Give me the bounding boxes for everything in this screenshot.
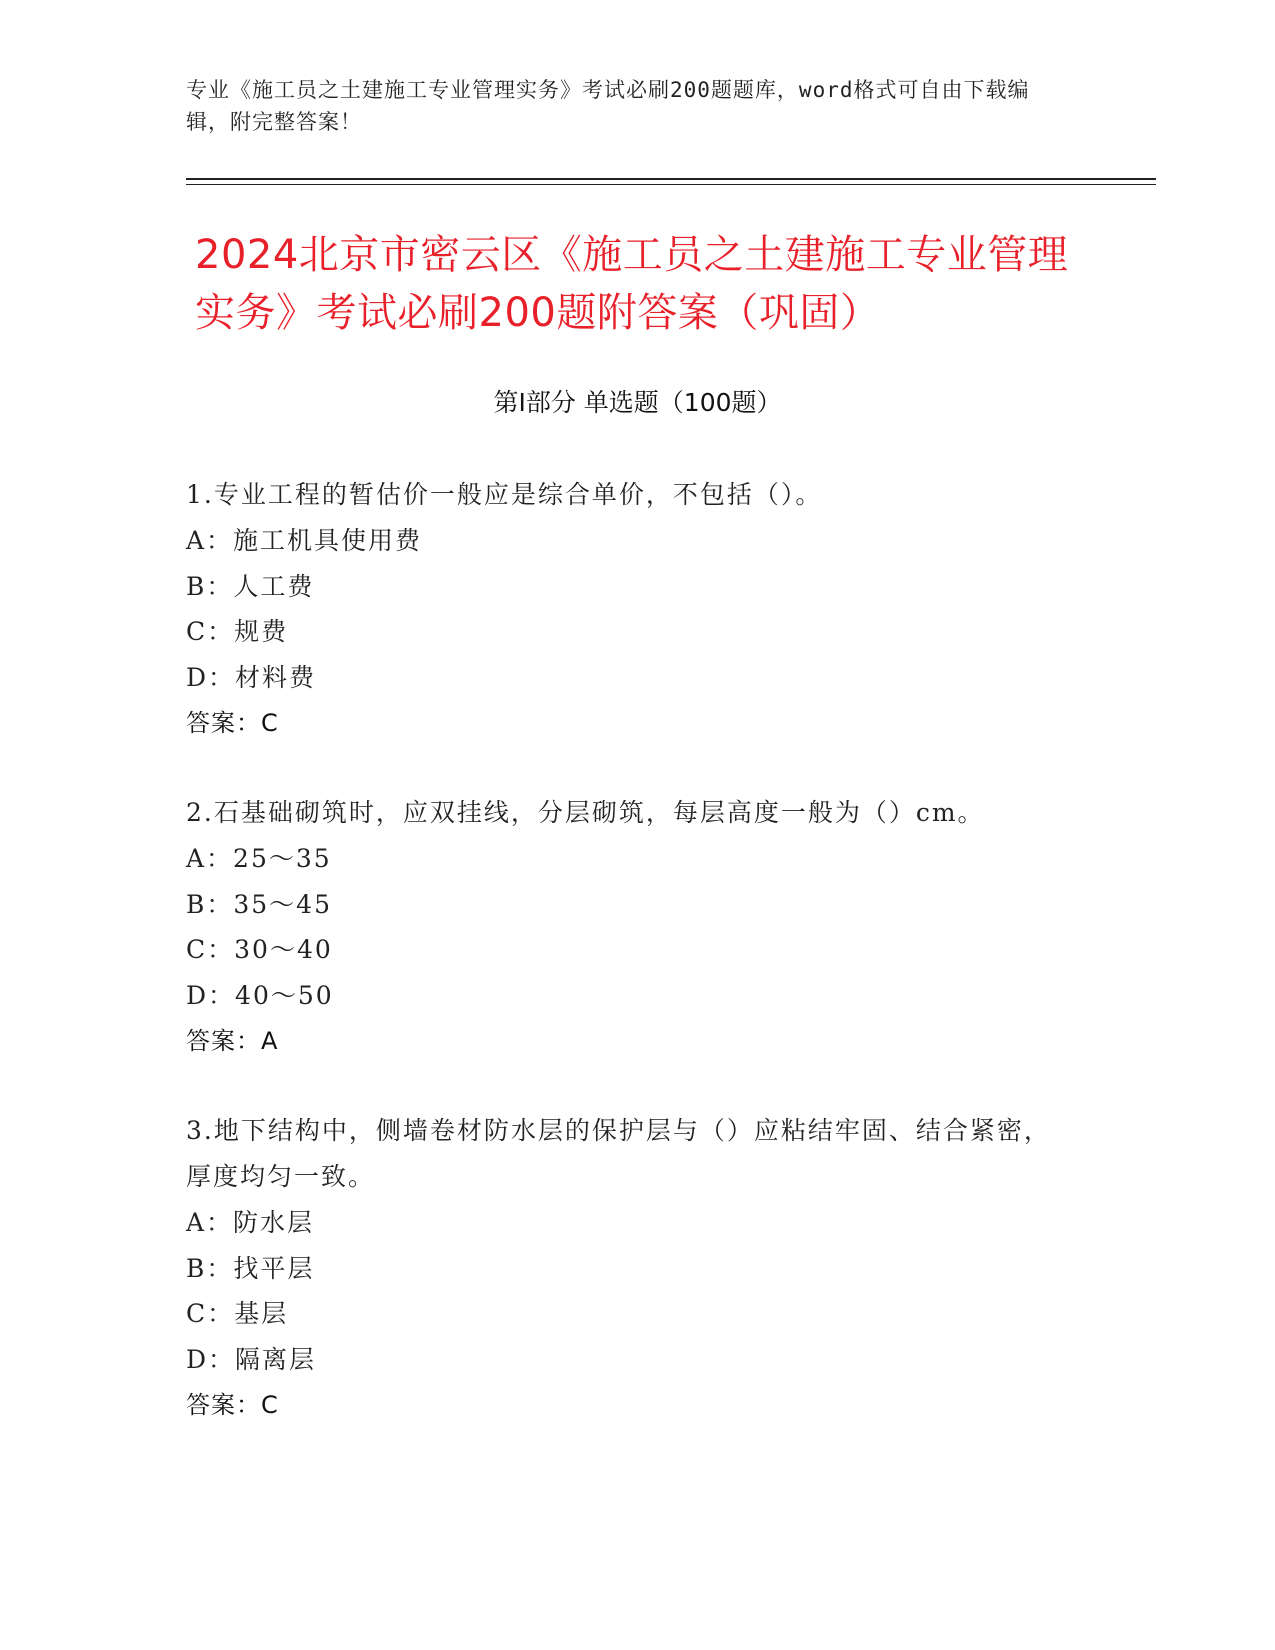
option-d: D：材料费 xyxy=(186,662,317,692)
question-stem: 3.地下结构中，侧墙卷材防水层的保护层与（）应粘结牢固、结合紧密，厚度均匀一致。 xyxy=(186,1116,1051,1191)
header-note: 专业《施工员之土建施工专业管理实务》考试必刷200题题库，word格式可自由下载编辑，附完整答案！ xyxy=(186,78,1030,134)
option-a: A：25～35 xyxy=(186,844,332,873)
option-c: C：30～40 xyxy=(186,935,333,964)
question-stem: 2.石基础砌筑时，应双挂线，分层砌筑，每层高度一般为（）cm。 xyxy=(186,798,985,827)
answer: 答案：C xyxy=(186,709,279,737)
option-a: A：防水层 xyxy=(186,1208,315,1237)
option-b: B：找平层 xyxy=(186,1253,315,1283)
option-d: D：40～50 xyxy=(186,980,334,1010)
answer: 答案：A xyxy=(186,1027,279,1055)
option-c: C：基层 xyxy=(186,1299,289,1328)
header-rule-thin xyxy=(186,184,1156,185)
question-3 xyxy=(186,1108,1066,1428)
question-stem: 1.专业工程的暂估价一般应是综合单价，不包括（）。 xyxy=(186,480,823,509)
document-title: 2024北京市密云区《施工员之土建施工专业管理实务》考试必刷200题附答案（巩固） xyxy=(195,232,1069,336)
section-title: 第I部分 单选题（100题） xyxy=(493,388,782,417)
option-b: B：35～45 xyxy=(186,889,332,919)
question-1 xyxy=(186,472,1066,746)
question-2 xyxy=(186,790,1066,1064)
option-d: D：隔离层 xyxy=(186,1344,317,1374)
answer: 答案：C xyxy=(186,1391,279,1419)
option-a: A：施工机具使用费 xyxy=(186,526,423,555)
option-b: B：人工费 xyxy=(186,571,315,601)
header-rule-thick xyxy=(186,178,1156,180)
option-c: C：规费 xyxy=(186,617,289,646)
